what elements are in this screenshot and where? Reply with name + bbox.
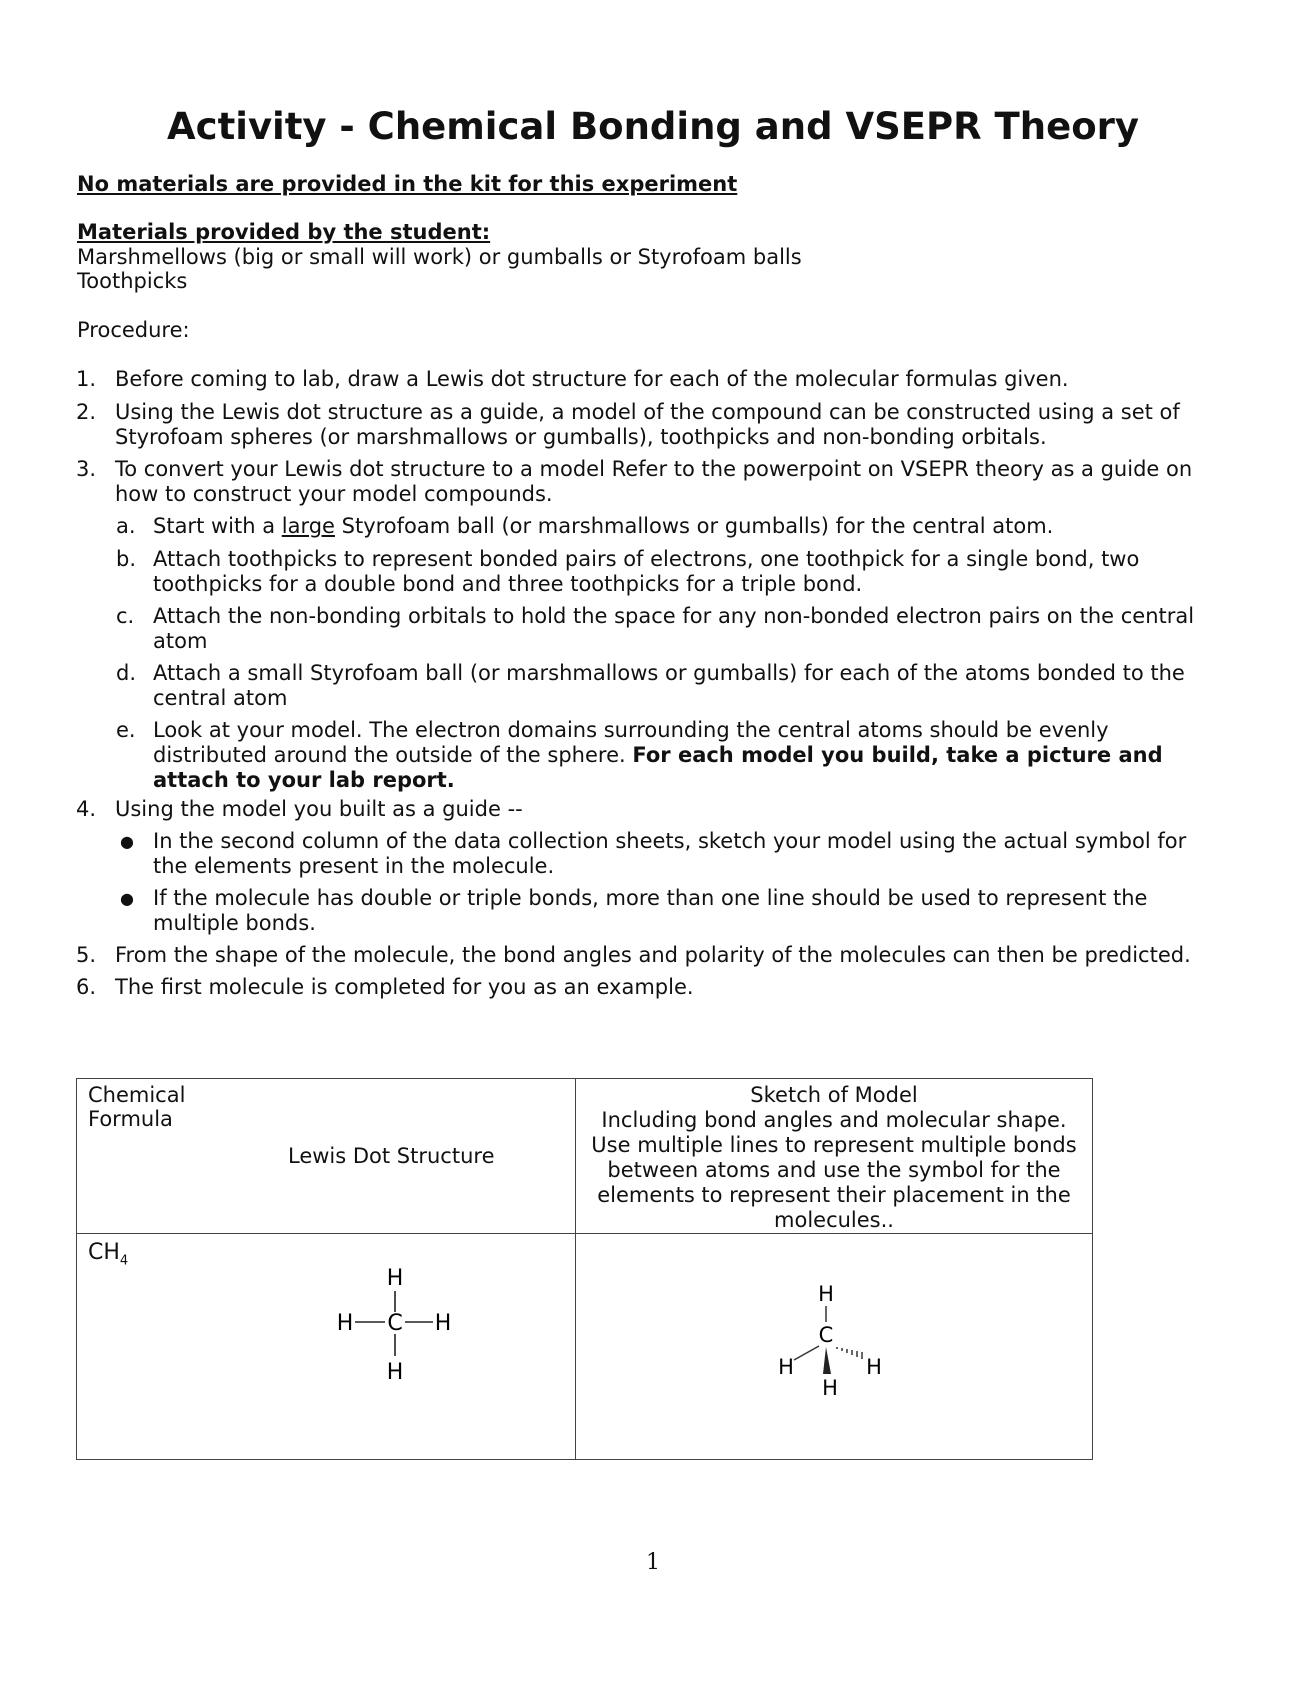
substep-text: Attach the non-bonding orbitals to hold the space for any non-bonded electron pairs on the central atom: [153, 604, 1195, 653]
lewis-h-bottom: H: [386, 1360, 404, 1385]
bullet-text: In the second column of the data collection sheets, sketch your model using the actual symbol for the elements present in the molecule.: [153, 829, 1187, 878]
formula-ch4: $CH_4$: [88, 1240, 129, 1269]
sketch-h-top: H: [818, 1282, 834, 1306]
lewis-h-left: H: [336, 1311, 354, 1336]
step-number: 6.: [76, 975, 97, 999]
table-row: [77, 1234, 1093, 1460]
step-text: The first molecule is completed for you as an example.: [115, 975, 694, 999]
step-text: From the shape of the molecule, the bond angles and polarity of the molecules can then be predicted.: [115, 943, 1191, 967]
procedure-label: Procedure:: [77, 318, 190, 342]
header-sketch-cell: [576, 1079, 1093, 1234]
header-lewis-dot: Lewis Dot Structure: [288, 1144, 495, 1168]
bullet-dot: ●: [120, 889, 134, 908]
header-sketch-text: Sketch of Model Including bond angles and molecular shape. Use multiple lines to represent multiple bonds between atoms and use the symbol for the elements to represent their placement in the molecules..: [591, 1083, 1077, 1232]
step-number: 5.: [76, 943, 97, 967]
materials-item: Marshmellows (big or small will work) or gumballs or Styrofoam balls: [77, 245, 802, 269]
page-title: Activity - Chemical Bonding and VSEPR Theory: [167, 105, 1139, 148]
emphasis-bold: For each model you build, take a picture and attach to your lab report.: [153, 743, 1163, 792]
table-header-row: [77, 1079, 1093, 1234]
step-number: 1.: [76, 367, 97, 391]
step-number: 3.: [76, 457, 97, 481]
substep-letter: c.: [116, 604, 135, 628]
substep-text: Attach a small Styrofoam ball (or marshmallows or gumballs) for each of the atoms bonded to the central atom: [153, 661, 1185, 710]
lewis-h-right: H: [434, 1311, 452, 1336]
materials-heading: Materials provided by the student:: [77, 220, 491, 244]
model-sketch-diagram: [576, 1234, 1093, 1459]
sketch-h-right: H: [866, 1355, 882, 1379]
substep-letter: b.: [116, 547, 137, 571]
step-text: Before coming to lab, draw a Lewis dot structure for each of the molecular formulas given.: [115, 367, 1069, 391]
step-text: Using the Lewis dot structure as a guide, a model of the compound can be constructed using a set of Styrofoam spheres (or marshmallows or gumballs), toothpicks and non-bonding orbitals.: [115, 400, 1180, 449]
materials-item: Toothpicks: [77, 269, 188, 293]
lewis-structure-diagram: [77, 1234, 576, 1459]
data-table: [76, 1078, 1093, 1460]
substep-text: Look at your model. The electron domains surrounding the central atoms should be evenly distributed around the outside of the sphere. For each model you build, take a picture and attach to your lab report.: [153, 718, 1163, 792]
header-lewis-cell: [77, 1079, 576, 1234]
header-formula: Formula: [88, 1107, 173, 1131]
substep-text: Attach toothpicks to represent bonded pairs of electrons, one toothpick for a single bond, two toothpicks for a double bond and three toothpicks for a triple bond.: [153, 547, 1140, 596]
formula-lewis-cell: [77, 1234, 576, 1460]
sketch-cell: [576, 1234, 1093, 1460]
bullet-text: If the molecule has double or triple bonds, more than one line should be used to represent the multiple bonds.: [153, 886, 1148, 935]
step-number: 2.: [76, 400, 97, 424]
substep-letter: d.: [116, 661, 137, 685]
substep-letter: a.: [116, 514, 136, 538]
header-chemical: Chemical: [88, 1083, 186, 1107]
sketch-c-center: C: [818, 1323, 834, 1347]
page-number: 1: [646, 1550, 660, 1575]
no-materials-note: No materials are provided in the kit for this experiment: [77, 172, 738, 196]
lewis-h-top: H: [386, 1266, 404, 1291]
sketch-h-bottom: H: [822, 1376, 838, 1400]
sketch-h-left: H: [778, 1355, 794, 1379]
substep-text: Start with a large Styrofoam ball (or marshmallows or gumballs) for the central atom.: [153, 514, 1054, 538]
bullet-dot: ●: [120, 832, 134, 851]
lewis-c-center: C: [387, 1311, 403, 1336]
step-number: 4.: [76, 797, 97, 821]
step-text: Using the model you built as a guide --: [115, 797, 523, 821]
emphasis-large: large: [281, 514, 335, 538]
substep-letter: e.: [116, 718, 136, 742]
step-text: To convert your Lewis dot structure to a model Refer to the powerpoint on VSEPR theory as a guide on how to construct your model compounds.: [115, 457, 1193, 506]
